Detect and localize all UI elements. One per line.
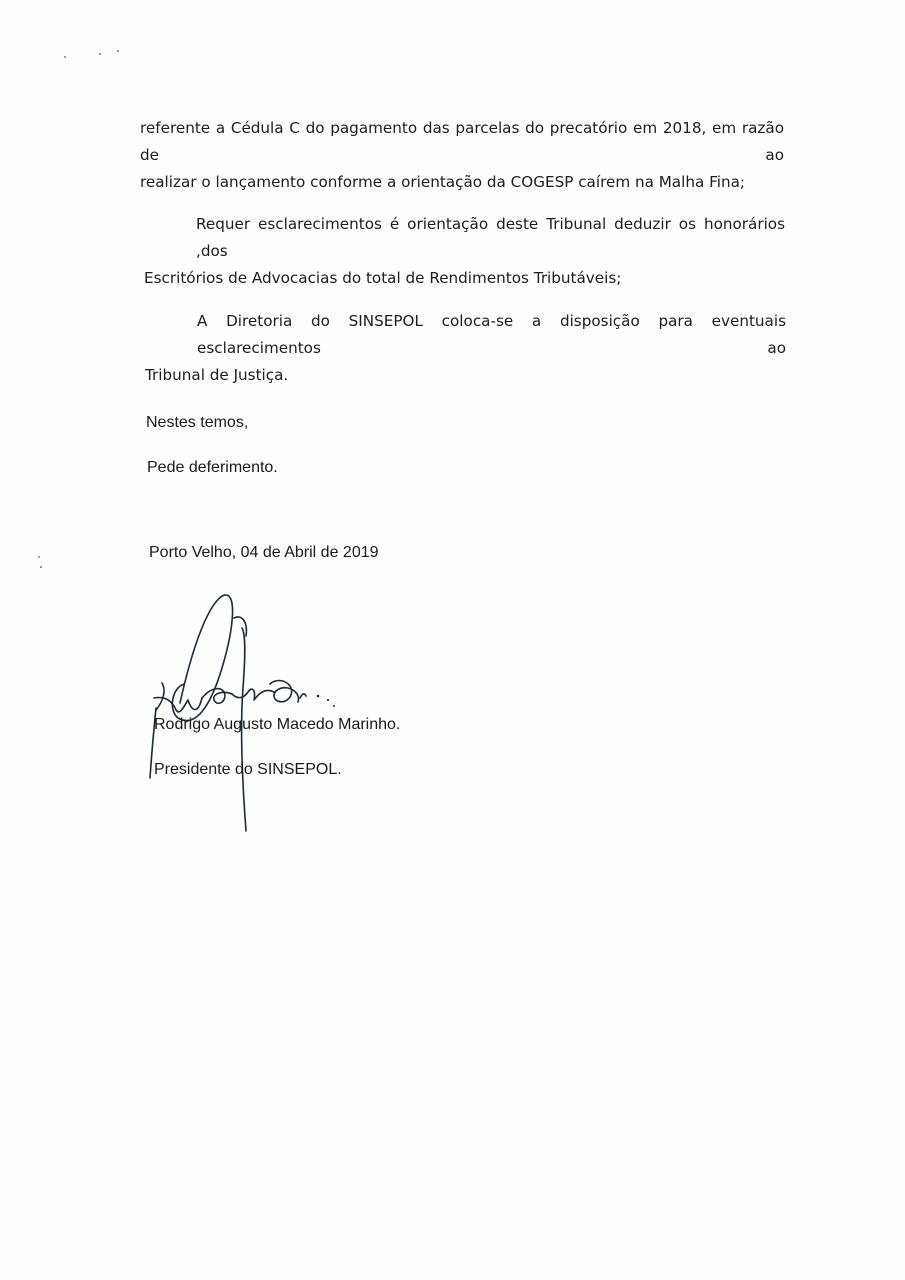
place-date: Porto Velho, 04 de Abril de 2019 xyxy=(149,544,379,561)
paragraph-line: referente a Cédula C do pagamento das parcelas do precatório em 2018, em razão de ao xyxy=(140,119,784,164)
request-text: Pede deferimento. xyxy=(147,459,278,476)
signatory-name: Rodrigo Augusto Macedo Marinho. xyxy=(154,716,401,733)
paragraph-line: Escritórios de Advocacias do total de Rendimentos Tributáveis; xyxy=(144,269,622,287)
scan-speck xyxy=(40,566,42,568)
handwritten-signature xyxy=(150,588,350,838)
scan-speck xyxy=(64,56,66,58)
paragraph-line: realizar o lançamento conforme a orientação da COGESP caírem na Malha Fina; xyxy=(140,173,745,191)
closing-text: Nestes temos, xyxy=(146,414,249,431)
scan-speck xyxy=(117,50,119,52)
signatory-title: Presidente do SINSEPOL. xyxy=(154,761,342,778)
paragraph-line: A Diretoria do SINSEPOL coloca-se a disposição para eventuais esclarecimentos ao xyxy=(197,312,786,357)
paragraph-line: Requer esclarecimentos é orientação deste Tribunal deduzir os honorários ,dos xyxy=(196,215,785,260)
paragraph-honorarios xyxy=(144,211,785,292)
scan-speck xyxy=(99,53,101,55)
paragraph-precatorio xyxy=(140,115,784,196)
paragraph-line: Tribunal de Justiça. xyxy=(145,366,289,384)
paragraph-diretoria xyxy=(145,308,786,389)
scan-speck xyxy=(38,556,40,558)
